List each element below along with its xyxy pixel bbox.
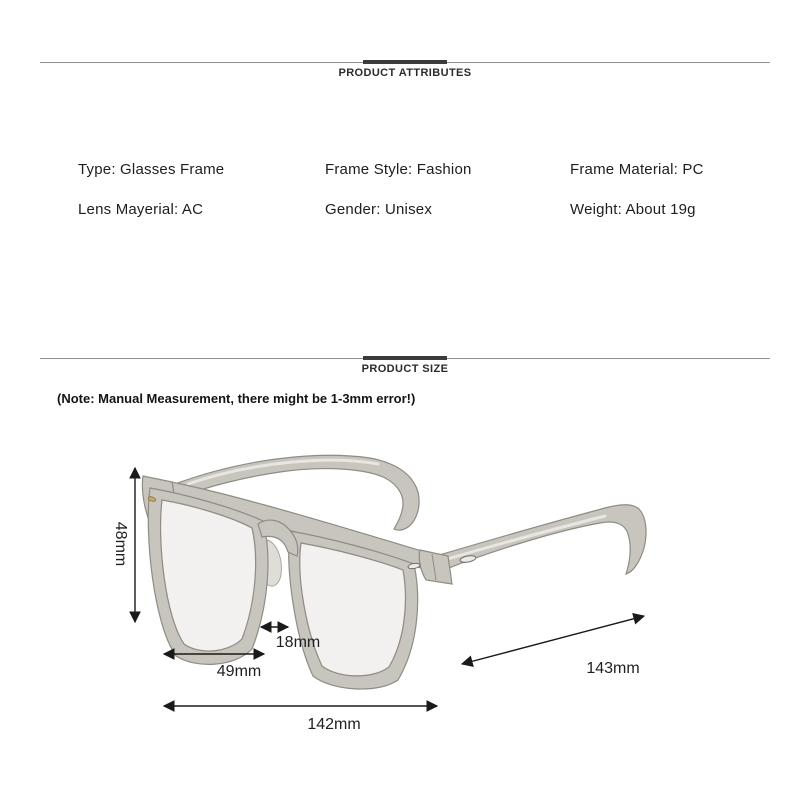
divider-accent-bar xyxy=(363,60,447,64)
right-temple-highlight xyxy=(444,516,605,560)
lens-height-label: 48mm xyxy=(112,521,129,567)
attribute-weight: Weight: About 19g xyxy=(570,201,696,218)
attribute-frame-material: Frame Material: PC xyxy=(570,161,704,178)
divider-accent-bar xyxy=(363,356,447,360)
right-temple-arm xyxy=(436,505,646,574)
measurement-note: (Note: Manual Measurement, there might be 1-3mm error!) xyxy=(57,391,416,406)
attribute-type: Type: Glasses Frame xyxy=(78,161,225,178)
attribute-frame-style: Frame Style: Fashion xyxy=(325,161,472,178)
frame-width-label: 142mm xyxy=(307,716,361,733)
size-section-title: PRODUCT SIZE xyxy=(361,363,449,375)
lens-width-label: 49mm xyxy=(216,663,262,680)
temple-length-arrow xyxy=(462,616,644,664)
glasses-figure xyxy=(0,430,800,780)
attribute-gender: Gender: Unisex xyxy=(325,201,433,218)
bridge-width-label: 18mm xyxy=(275,634,321,651)
attributes-section-title: PRODUCT ATTRIBUTES xyxy=(338,67,472,79)
temple-length-label: 143mm xyxy=(586,660,640,677)
attribute-lens-material: Lens Mayerial: AC xyxy=(78,201,204,218)
